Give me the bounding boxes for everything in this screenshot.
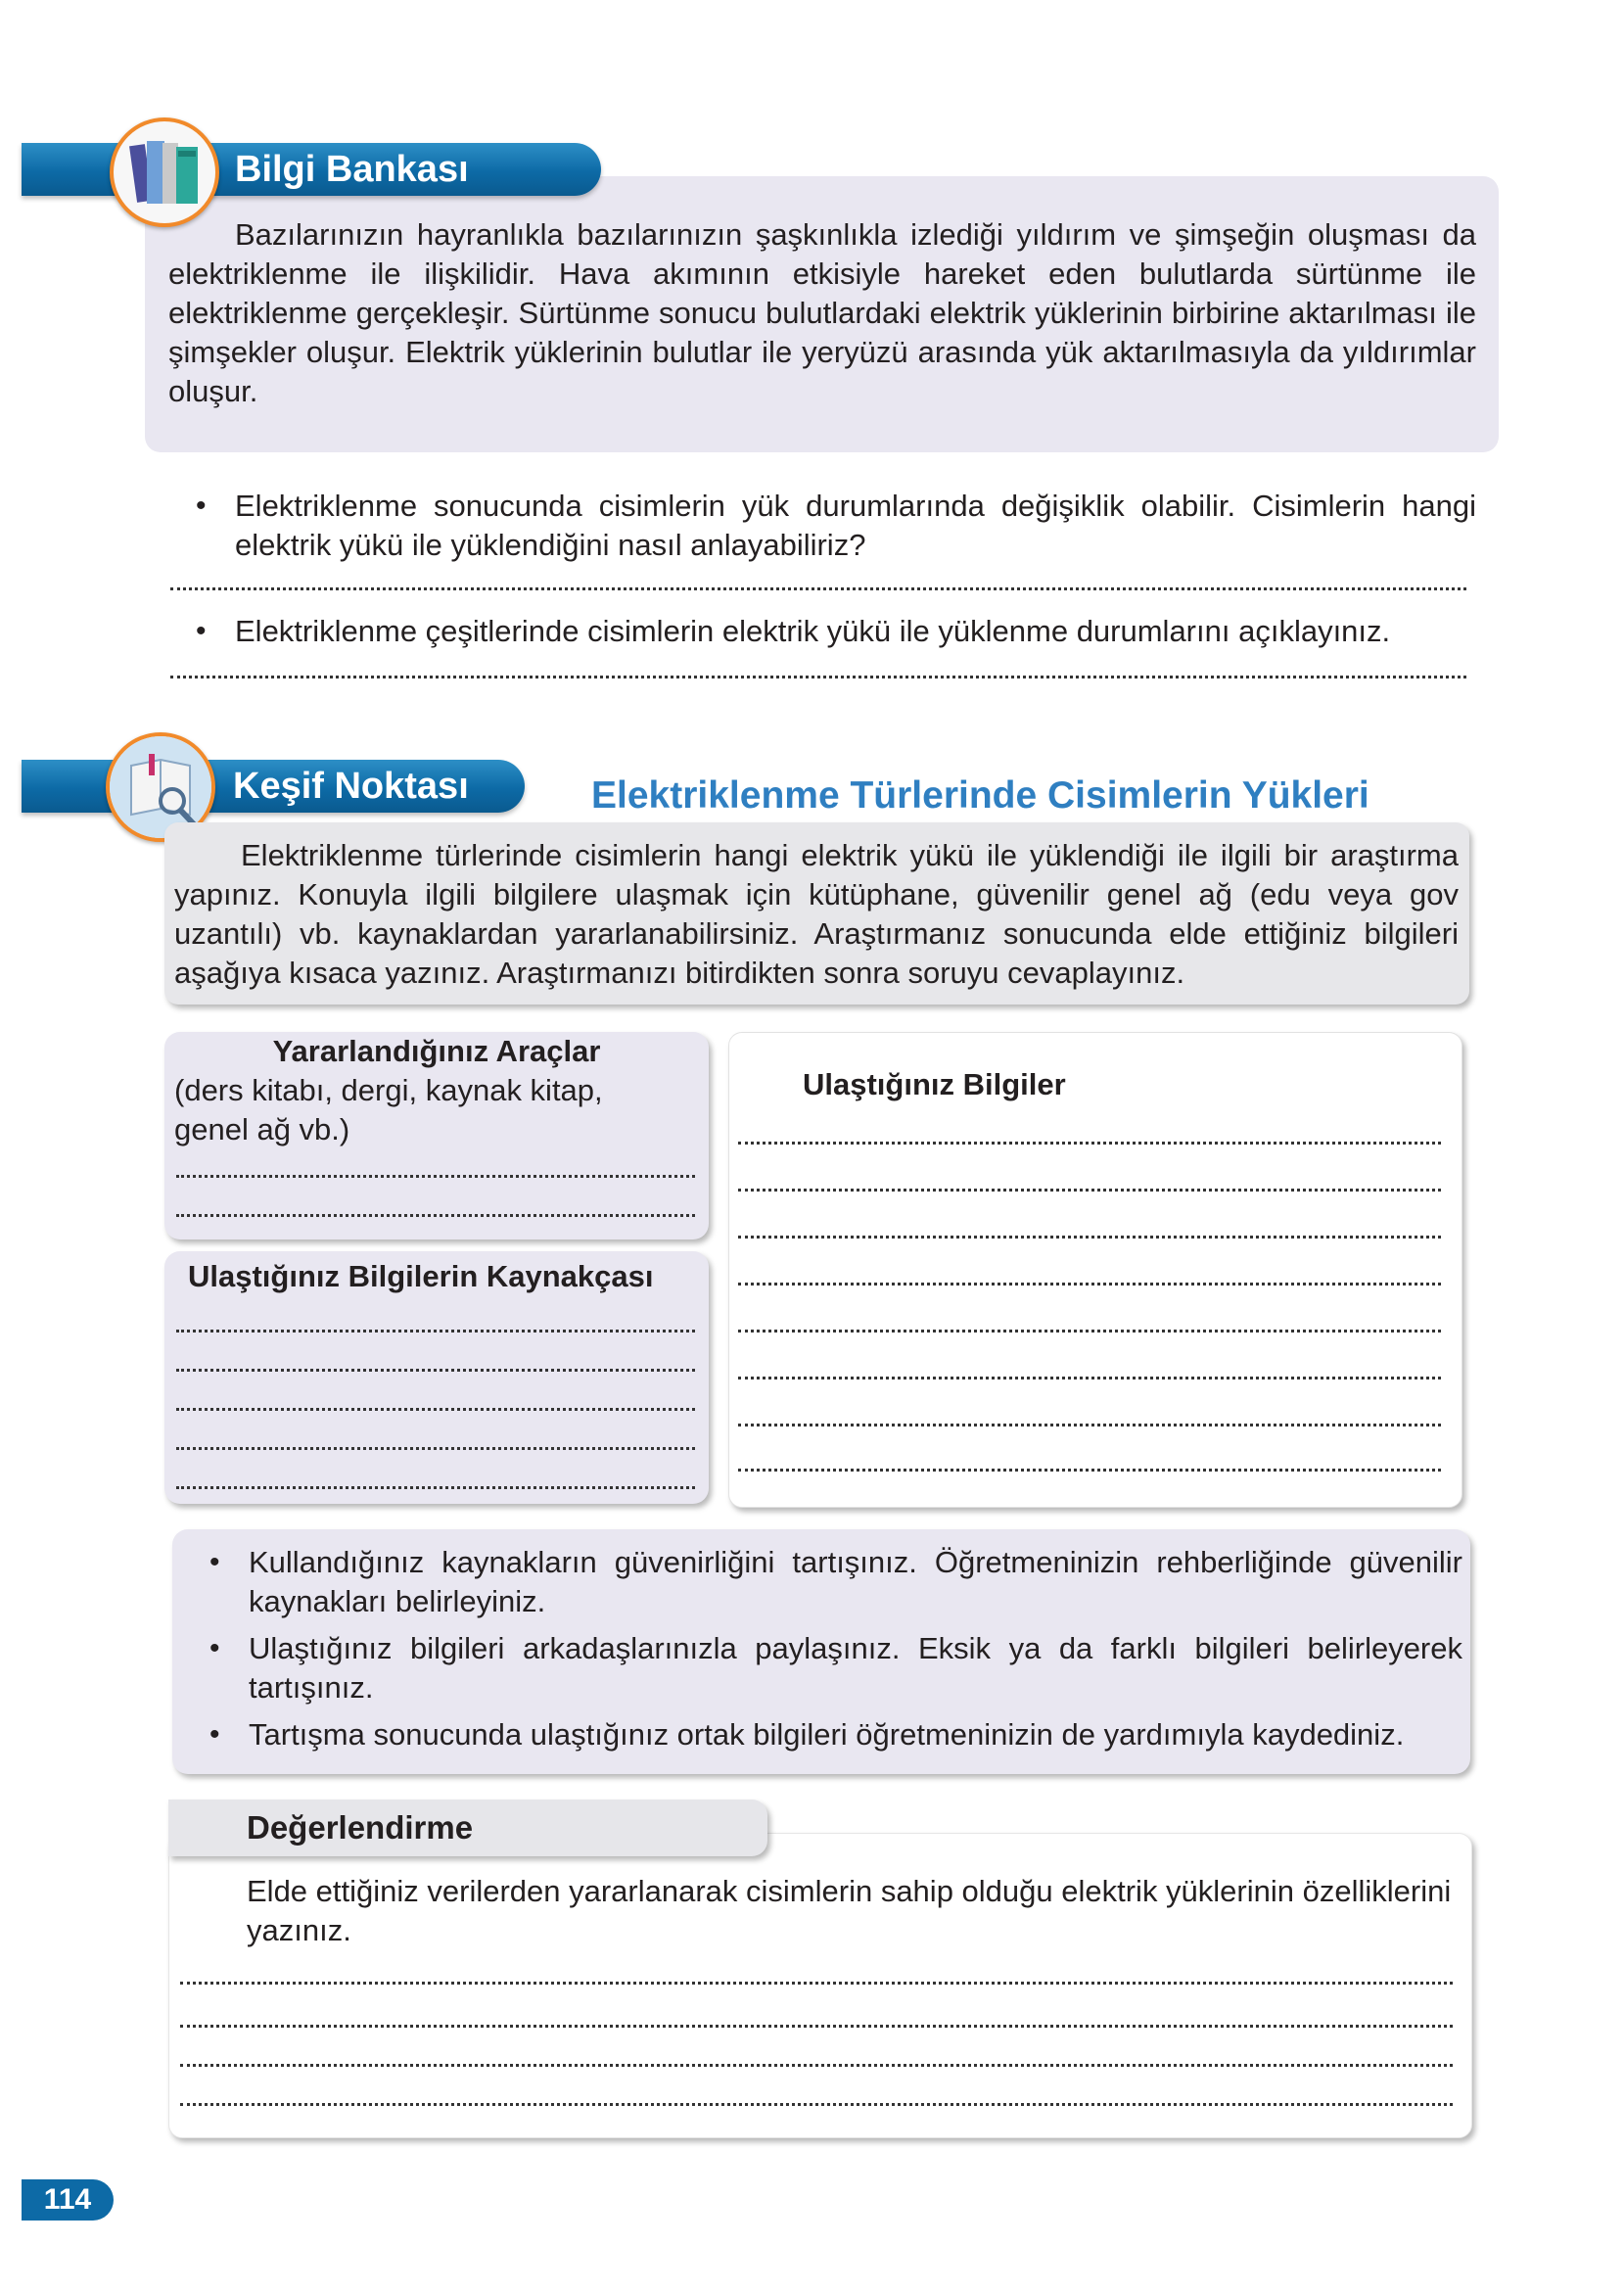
evaluation-text: Elde ettiğiniz verilerden yararlanarak cisimlerin sahip olduğu elektrik yüklerinin özelliklerini yazınız. (247, 1874, 1452, 1947)
kesif-heading: Elektriklenme Türlerinde Cisimlerin Yükleri (591, 774, 1369, 817)
info-title: Ulaştığınız Bilgiler (803, 1067, 1066, 1101)
sources-title: Ulaştığınız Bilgilerin Kaynakçası (188, 1259, 654, 1293)
bilgi-bankasi-title: Bilgi Bankası (235, 149, 469, 190)
tools-answer-line[interactable] (176, 1214, 695, 1217)
kesif-noktasi-title: Keşif Noktası (233, 766, 469, 807)
tools-answer-line[interactable] (176, 1175, 695, 1178)
question-1: Elektriklenme sonucunda cisimlerin yük durumlarında değişiklik olabilir. Cisimlerin hangi elektrik yükü ile yüklendiğini nasıl anlayabiliriz? (235, 489, 1476, 562)
sources-answer-line[interactable] (176, 1408, 695, 1411)
info-answer-line[interactable] (738, 1283, 1441, 1286)
bullet-dot: • (209, 1632, 220, 1664)
discussion-2: Ulaştığınız bilgileri arkadaşlarınızla paylaşınız. Eksik ya da farklı bilgileri belirleyerek tartışınız. (249, 1631, 1462, 1705)
info-answer-line[interactable] (738, 1189, 1441, 1192)
discussion-1: Kullandığınız kaynakların güvenirliğini tartışınız. Öğretmeninizin rehberliğinde güvenilir kaynakları belirleyiniz. (249, 1545, 1462, 1618)
question-2: Elektriklenme çeşitlerinde cisimlerin elektrik yükü ile yüklenme durumlarını açıklayınız. (235, 614, 1391, 648)
evaluation-answer-line[interactable] (180, 1982, 1453, 1985)
evaluation-answer-line[interactable] (180, 2025, 1453, 2028)
sources-answer-line[interactable] (176, 1486, 695, 1489)
sources-answer-line[interactable] (176, 1369, 695, 1372)
answer-line[interactable] (170, 676, 1466, 678)
evaluation-answer-line[interactable] (180, 2103, 1453, 2106)
info-answer-line[interactable] (738, 1330, 1441, 1333)
kesif-intro-text: Elektriklenme türlerinde cisimlerin hangi elektrik yükü ile yüklendiği ile ilgili bir araştırma yapınız. Konuyla ilgili bilgilere ulaşmak için kütüphane, güvenilir genel ağ (edu veya gov uzantılı) vb. kaynaklardan yararlanabilirsiniz. Araştırmanız sonucunda elde ettiğiniz bilgileri aşağıya kısaca yazınız. Araştırmanızı bitirdikten sonra soruyu cevaplayınız. (174, 838, 1459, 990)
info-answer-line[interactable] (738, 1377, 1441, 1379)
books-icon (110, 117, 219, 227)
answer-line[interactable] (170, 587, 1466, 590)
bilgi-bankasi-text: Bazılarınızın hayranlıkla bazılarınızın şaşkınlıkla izlediği yıldırım ve şimşeğin oluşması da elektriklenme ile ilişkilidir. Hava akımının etkisiyle hareket eden bulutlarda sürtünme ile elektriklenme gerçekleşir. Sürtünme sonucu bulutlardaki elektrik yüklerinin birbirine aktarılması ile şimşekler oluşur. Elektrik yüklerinin bulutlar ile yeryüzü arasında yük aktarılmasıyla da yıldırımlar oluşur. (168, 217, 1476, 408)
sources-answer-line[interactable] (176, 1447, 695, 1450)
bullet-dot: • (209, 1718, 220, 1751)
info-answer-line[interactable] (738, 1142, 1441, 1145)
evaluation-title: Değerlendirme (247, 1809, 474, 1846)
info-answer-line[interactable] (738, 1424, 1441, 1426)
page-number: 114 (22, 2179, 114, 2221)
tools-subtitle: (ders kitabı, dergi, kaynak kitap, genel ağ vb.) (174, 1073, 603, 1146)
info-answer-line[interactable] (738, 1236, 1441, 1239)
bullet-dot: • (196, 615, 207, 647)
bullet-dot: • (196, 490, 207, 522)
bullet-dot: • (209, 1546, 220, 1578)
discussion-3: Tartışma sonucunda ulaştığınız ortak bilgileri öğretmeninizin de yardımıyla kaydediniz. (249, 1717, 1405, 1752)
info-answer-line[interactable] (738, 1469, 1441, 1472)
sources-answer-line[interactable] (176, 1330, 695, 1333)
evaluation-answer-line[interactable] (180, 2064, 1453, 2067)
tools-title: Yararlandığınız Araçlar (272, 1034, 601, 1068)
